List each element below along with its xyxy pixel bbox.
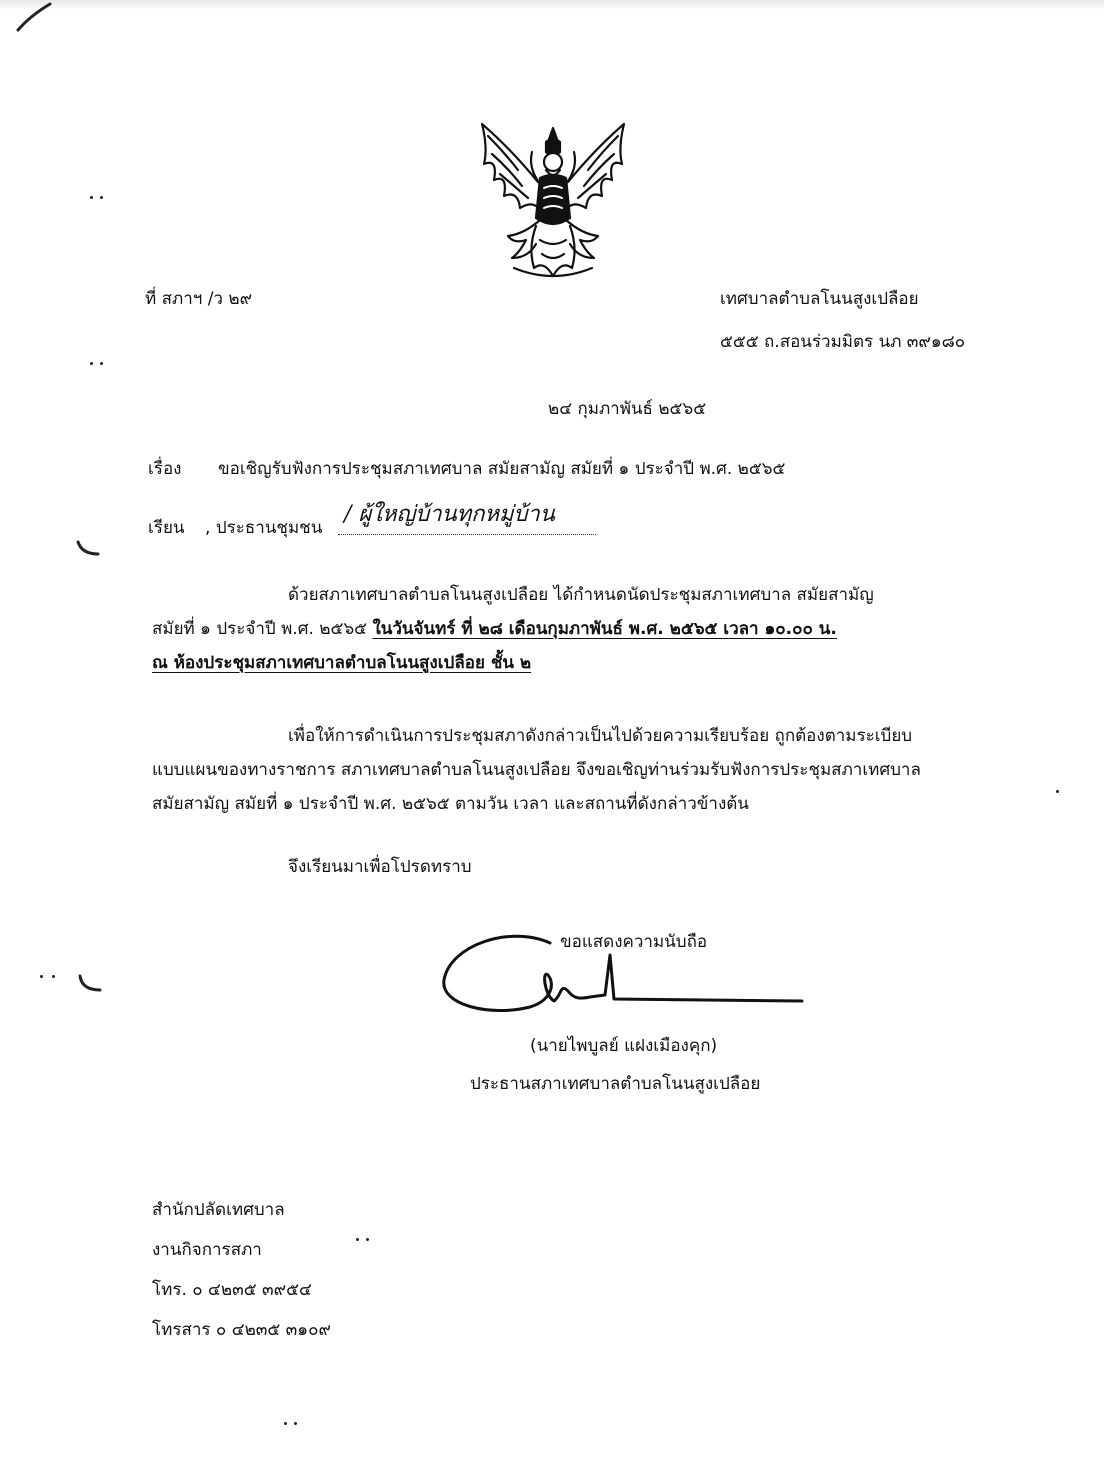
closing-salutation: ขอแสดงความนับถือ <box>560 932 708 952</box>
meeting-location: ณ ห้องประชุมสภาเทศบาลตำบลโนนสูงเปลือย ชั้น ๒ <box>152 653 532 673</box>
signer-name: (นายไพบูลย์ แฝงเมืองคุก) <box>530 1036 718 1056</box>
subject-text: ขอเชิญรับฟังการประชุมสภาเทศบาล สมัยสามัญ สมัยที่ ๑ ประจำปี พ.ศ. ๒๕๖๕ <box>218 459 786 479</box>
scan-mark-left-1 <box>74 536 104 560</box>
scan-speck <box>1056 790 1059 793</box>
scan-speck <box>90 196 93 199</box>
subject-label: เรื่อง <box>148 459 182 479</box>
recipient-printed: , ประธานชุมชน <box>205 518 323 538</box>
scan-speck <box>100 362 103 365</box>
scan-speck <box>356 1238 359 1241</box>
body-paragraph-2 <box>152 719 1012 821</box>
meeting-datetime: ในวันจันทร์ ที่ ๒๘ เดือนกุมภาพันธ์ พ.ศ. ๒๕๖๕ เวลา ๑๐.๐๐ น. <box>372 619 837 639</box>
body2-line3: สมัยสามัญ สมัยที่ ๑ ประจำปี พ.ศ. ๒๕๖๕ ตามวัน เวลา และสถานที่ดังกล่าวข้างต้น <box>152 794 749 814</box>
footer-section: งานกิจการสภา <box>152 1240 262 1260</box>
scan-mark-corner <box>10 0 60 36</box>
scan-speck <box>284 1422 287 1425</box>
recipient-printed-text: ประธานชุมชน <box>215 518 323 538</box>
body2-line1: เพื่อให้การดำเนินการประชุมสภาดังกล่าวเป็นไปด้วยความเรียบร้อย ถูกต้องตามระเบียบ <box>288 726 913 746</box>
footer-phone: โทร. ๐ ๔๒๓๕ ๓๙๕๔ <box>152 1280 312 1300</box>
scan-speck <box>90 362 93 365</box>
recipient-label: เรียน <box>148 518 185 538</box>
handwritten-signature-icon <box>430 925 810 1025</box>
scan-mark-left-2 <box>74 972 104 996</box>
body-paragraph-1 <box>152 578 1012 680</box>
reference-number: ที่ สภาฯ /ว ๒๙ <box>145 289 253 309</box>
sender-address: ๕๕๕ ถ.สอนร่วมมิตร นภ ๓๙๑๘๐ <box>720 332 966 352</box>
footer-fax: โทรสาร ๐ ๔๒๓๕ ๓๑๐๙ <box>152 1320 331 1340</box>
recipient-handwritten: / ผู้ใหญ่บ้านทุกหมู่บ้าน <box>344 502 555 527</box>
letter-date: ๒๔ กุมภาพันธ์ ๒๕๖๕ <box>548 399 707 419</box>
garuda-emblem-icon <box>474 108 632 288</box>
scan-speck <box>40 975 43 978</box>
footer-office: สำนักปลัดเทศบาล <box>152 1200 285 1220</box>
scan-speck <box>52 975 55 978</box>
body1-line2 <box>152 612 1012 646</box>
scan-speck <box>294 1422 297 1425</box>
scan-speck <box>366 1238 369 1241</box>
closing-request: จึงเรียนมาเพื่อโปรดทราบ <box>288 857 472 877</box>
sender-organization: เทศบาลตำบลโนนสูงเปลือย <box>720 289 919 309</box>
body2-line2: แบบแผนของทางราชการ สภาเทศบาลตำบลโนนสูงเปลือย จึงขอเชิญท่านร่วมรับฟังการประชุมสภาเทศบาล <box>152 760 921 780</box>
body1-line1: ด้วยสภาเทศบาลตำบลโนนสูงเปลือย ได้กำหนดนัดประชุมสภาเทศบาล สมัยสามัญ <box>288 585 874 605</box>
scan-edge <box>0 0 1104 10</box>
body1-line2-plain: สมัยที่ ๑ ประจำปี พ.ศ. ๒๕๖๕ <box>152 619 373 639</box>
signer-title: ประธานสภาเทศบาลตำบลโนนสูงเปลือย <box>470 1074 761 1094</box>
scan-speck <box>100 196 103 199</box>
